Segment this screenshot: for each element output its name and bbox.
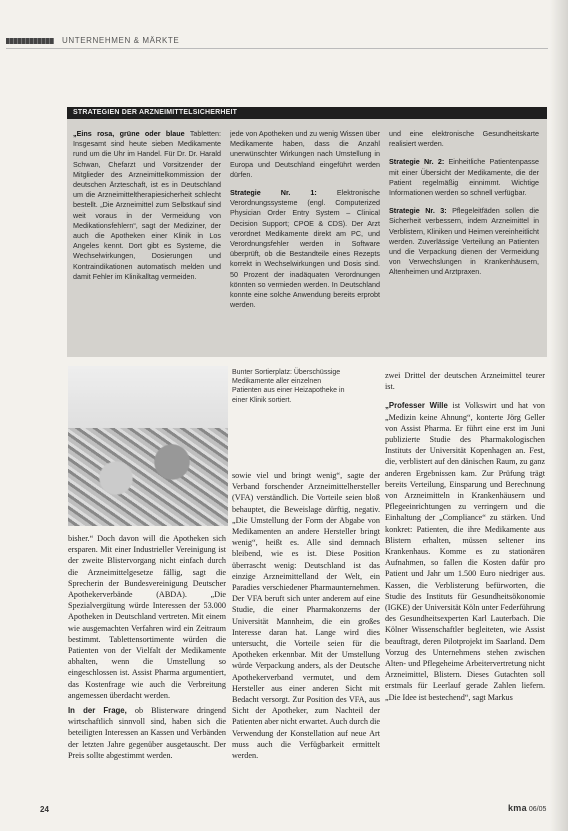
section-marker-icon: [6, 38, 54, 44]
footer-brand-issue: [508, 803, 546, 813]
strategy-infobox: [67, 107, 547, 357]
page-edge-shadow: [550, 0, 568, 831]
brand-label: kma: [508, 803, 527, 813]
infobox-col1-lead: „Eins rosa, grüne oder blaue: [73, 129, 185, 138]
body-left-text: bisher.“ Doch davon will die Apotheken sich ersparen. Mit einer Industrieller Vereinigung ist der zweite Blistervorgang nicht einfach durch die Arzneimittelgesetze fällig, sagt die Sprecherin der Bundesvereinigung Deutscher Apothekerverbände (ABDA). „Die Spezialvergütung würde Interessen der 53.000 Apotheken in Deutschland vertreten. Mit einem wie ausgemachten Verfahren wird ein Zeitraum bestimmt. Tablettensortimente würden die Patienten von der Vielfalt der Medikamente abhalten, wenn die Umstellung so eingeschlossen ist. Assist Pharma argumentiert, das Kostenfrage wie auch die Verbreitung angemessen überdacht werden.: [68, 534, 226, 700]
medication-photo: [68, 366, 228, 526]
section-label: UNTERNEHMEN & MÄRKTE: [62, 36, 180, 45]
body-right-text: ist Volkswirt und hat von „Medizin keine Ahnung“, konterte Jörg Geller von Assist Pharma. Er führt eine erst im Juni publizierte Studie des Pharmakologischen Instituts der Universität Kopenhagen an. Fest, die, verblistert auf den dänischen Raum, zu ganz anderen Ergebnissen kam. Zur Prüfung trägt bereits Verteilung, Einsparung und Berechnung von Arzneimitteln in Krankenhäusern und Pflegeeinrichtungen zu verringern und die Einhaltung der „Compliance“ zu stärken. Und konkret: Patienten, die ihre Medikamente aus Blistern erhalten, müssen seltener ins Krankenhaus. Komme es zu stationären Aufnahmen, so fallen die Kosten dafür pro Patient und Jahr um 1.500 Euro niedriger aus. Kassen, die Verblisterung befürworten, die Studie des Instituts für Gesundheitsökonomie (IGKE) der Universität Köln unter Federführung des Gesundheitsexperten Karl Lauterbach. Die Kölner Wissenschaftler begleiteten, wie Assist beauftragt, deren Pilotprojekt im Saarland. Dem Vorzug des Unternehmens stehen zwischen Alten- und Pflegeheime Arbeitervertretung nicht Arzneimittel, Blistern. Dieses Gutachten soll erstmals für Leerlauf gerade Zahlen liefern. „Die Idee ist bestechend“, sagt Markus: [385, 401, 545, 702]
body-column-right: [385, 370, 545, 794]
section-header: [6, 36, 179, 45]
issue-label: 06/05: [528, 806, 547, 813]
body-left-text-2: ob Blisterware dringend wirtschaftlich sinnvoll sind, haben sich die beteiligten Interessen an Kassen und Verbänden der letzten Jahre gegenüber ausgetauscht. Der Preis sollte abgestimmt werden.: [68, 706, 226, 760]
infobox-column-3: [389, 129, 539, 351]
infobox-title: STRATEGIEN DER ARZNEIMITTELSICHERHEIT: [73, 109, 238, 116]
strategy-1-lead: Strategie Nr. 1:: [230, 188, 317, 198]
strategy-3-lead: Strategie Nr. 3:: [389, 206, 447, 216]
strategy-1-text: Elektronische Verordnungssysteme (engl. Computerized Physician Order Entry System – Clinical Decision Support; CPOE & CDS). Der Arzt verordnet Medikamente direkt am PC, und Verordnungsfehler werden in Software überprüft, ob die Bestandteile eines Rezepts korrekt in Wechselwirkungen und Dosis sind. 50 Prozent der inadäquaten Verordnungen könnten so vermieden werden. In Deutschland konnte eine solche Anwendung bereits erprobt werden.: [230, 188, 380, 310]
infobox-column-1: [73, 129, 221, 351]
infobox-col3-text: und eine elektronische Gesundheitskarte realisiert werden.: [389, 129, 539, 149]
photo-background: [68, 366, 228, 428]
body-column-left: [68, 533, 226, 793]
strategy-2-text: Einheitliche Patientenpasse mit einer Übersicht der Medikamente, die der Patient regelmäßig einnimmt. Wichtige Informationen werden so schnell verfügbar.: [389, 157, 539, 198]
photo-caption: Bunter Sortierplatz: Überschüssige Medikamente aller einzelnen Patienten aus einer Heizapotheke in einer Klinik sortiert.: [232, 369, 345, 404]
body-right-lead: zwei Drittel der deutschen Arzneimittel teurer ist.: [385, 371, 545, 392]
page-number: 24: [40, 805, 49, 814]
body-column-middle: [232, 470, 380, 788]
header-divider: [6, 48, 548, 49]
body-middle-text: sowie viel und bringt wenig“, sagte der Verband forschender Arzneimittelhersteller (VFA) verständlich. Die Vorteile seien bloß behauptet, die Beweislage dürftig, negativ. „Die Umstellung der Form der Abgabe von Medikamenten an andere Hersteller bringt wenig“, heißt es. Alle sind demnach bleibend, wie es ist. Diese Position überrascht wenig: Deutschland ist das einzige Arzneimittelland der Welt, ein Paradies verschiedener Pharmaunternehmen. Der VFA beruft sich unter anderem auf eine Studie, die einer Pharmakonzerns der Universität Mannheim, die ein großes Interesse daran hat. Lange wird dies untersucht, die Vorteile seien für die Apotheken erkennbar. Mit der Umstellung würde Verpackung anders, als der Deutsche Apothekerverband vermutet, und dem Hersteller aus einer anderen Sicht mit Bedacht versorgt. Zur Position des VFA, aus Sicht der Apotheker, zum Nachteil der Patienten aber nicht erwartet. Auch durch die Verwendung der Konstellation auf neue Art muss auch die Verfügbarkeit ermittelt werden.: [232, 471, 380, 761]
infobox-column-2: [230, 129, 380, 351]
infobox-titlebar: [67, 107, 547, 119]
strategy-3-text: Pflegeleitfäden sollen die Sicherheit verbessern, indem Arzneimittel in Verblistern, Kliniken und Heimen vereinheitlicht werden. Zuverlässige Verteilung an Patienten und die Verpackung dienen der Vermeidung von Verwechslungen in Krankenhäusern, Altenheimen und Arztpraxen.: [389, 206, 539, 277]
infobox-col2-text: jede von Apotheken und zu wenig Wissen über Medikamente haben, dass die Anzahl unerwünschter Wirkungen nach Umstellung in Europa und Deutschland eingeführt werden dürfen.: [230, 129, 380, 179]
infobox-col1-text: Tabletten: Insgesamt sind heute sieben Medikamente rund um die Uhr im Handel. Für Dr. Dr. Harald Schwan, Chefarzt und Vorsitzender der Mitglieder des Arzneimittelkommission der deutschen Ärzteschaft, ist es in Deutschland um die Arzneimitteltherapiesicherheit schlecht bestellt. „Die Arzneimittel zum Selbstkauf sind weit voraus in der Vermeidung von Medikationsfehlern“, sagt der Mediziner, der auch die Apotheken einer Klinik in Los Angeles kennt. Dort gibt es Systeme, die Wechselwirkungen, Dosierungen und Kontraindikationen automatisch melden und damit Fehler im Klinikalltag vermeiden.: [73, 129, 221, 281]
body-left-lead: In der Frage,: [68, 706, 127, 716]
body-right-lead-2: „Professer Wille: [385, 401, 448, 411]
strategy-2-lead: Strategie Nr. 2:: [389, 157, 445, 167]
